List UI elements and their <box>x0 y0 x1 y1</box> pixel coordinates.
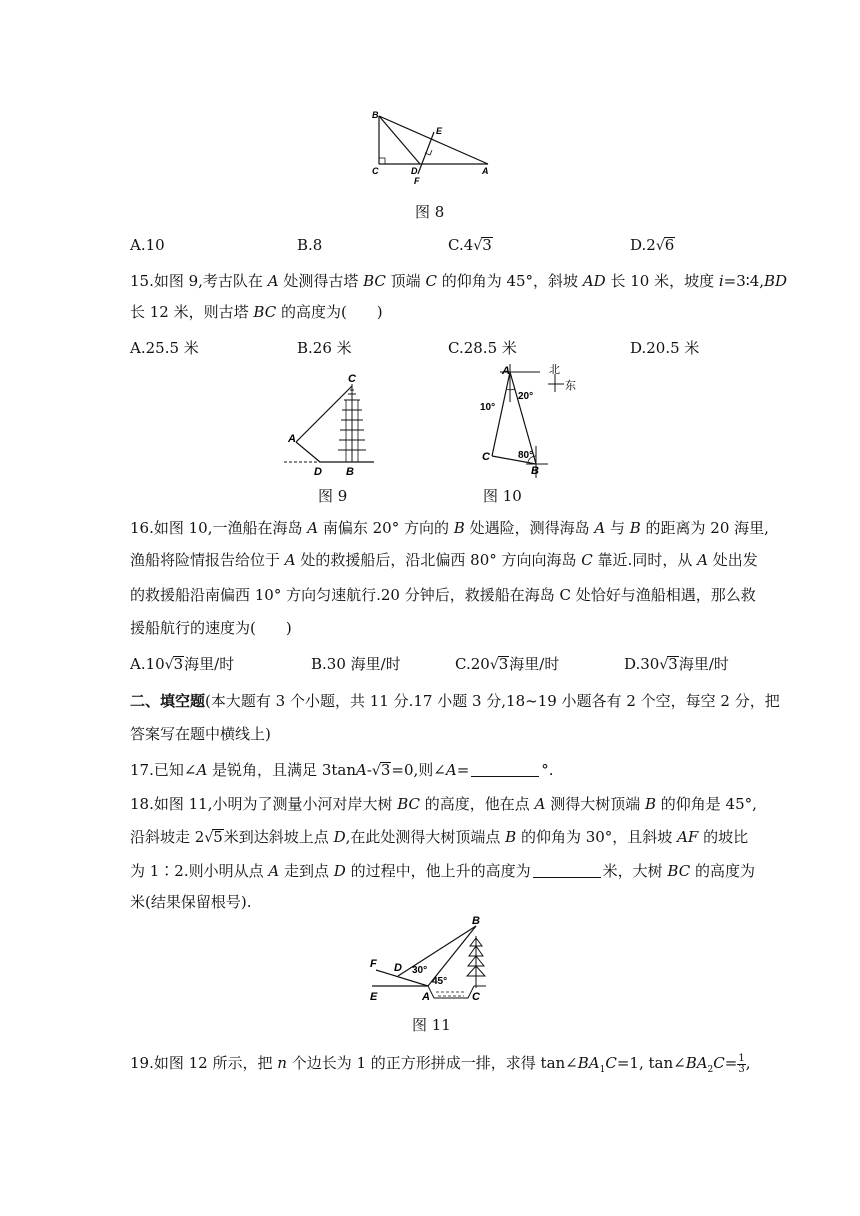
fig10-label-a: A <box>502 365 510 377</box>
fig11-label-f: F <box>370 958 377 970</box>
q15-option-b[interactable]: B.26 米 <box>297 339 352 357</box>
q19-fraction: $\frac{1}{3}$ <box>738 1052 745 1075</box>
q15-option-c[interactable]: C.28.5 米 <box>448 339 517 357</box>
q15-line-1: 15.如图 9,考古队在 A 处测得古塔 BC 顶端 C 的仰角为 45°，斜坡 AD 长 10 米，坡度 i=3∶4,BD <box>130 272 788 290</box>
q14-option-b[interactable]: B.8 <box>297 236 323 254</box>
fig9-label-c: C <box>348 373 356 385</box>
q18-answer-blank-1[interactable] <box>533 863 601 878</box>
q15-line-2: 长 12 米，则古塔 BC 的高度为( ) <box>130 303 383 321</box>
tree-icon <box>467 936 485 988</box>
q18-line-4: 米(结果保留根号). <box>130 893 252 911</box>
section-2-header: 二、填空题(本大题有 3 个小题，共 11 分.17 小题 3 分,18~19 小题各有 2 个空，每空 2 分，把 <box>130 692 780 710</box>
fig9-label-b: B <box>346 466 354 478</box>
fig8-label-e: E <box>436 126 443 136</box>
q15-option-d[interactable]: D.20.5 米 <box>630 339 700 357</box>
fig11-label-a: A <box>422 991 430 1003</box>
section-2-title: 二、填空题 <box>130 692 206 710</box>
figure-8 <box>360 108 500 190</box>
q16-option-b[interactable]: B.30 海里/时 <box>311 655 401 673</box>
fig10-label-20: 20° <box>518 391 534 402</box>
fig11-label-45: 45° <box>432 976 448 987</box>
q16-line-2: 渔船将险情报告给位于 A 处的救援船后，沿北偏西 80° 方向向海岛 C 靠近.同时，从 A 处出发 <box>130 551 758 569</box>
figure-9-caption: 图 9 <box>318 487 348 505</box>
q18-line-2: 沿斜坡走 2√5米到达斜坡上点 D,在此处测得大树顶端点 B 的仰角为 30°，且斜坡 AF 的坡比 <box>130 828 749 846</box>
fig9-label-d: D <box>314 466 322 478</box>
fig10-label-b: B <box>531 465 539 477</box>
figure-10 <box>470 362 590 480</box>
q16-line-1: 16.如图 10,一渔船在海岛 A 南偏东 20° 方向的 B 处遇险，测得海岛 A 与 B 的距离为 20 海里, <box>130 519 769 537</box>
fig11-label-d: D <box>394 962 402 974</box>
q19-line: 19.如图 12 所示，把 n 个边长为 1 的正方形拼成一排，求得 $\tan\angle BA_1C=1$, $\tan\angle BA_2C=$ $\frac{1}{3}$ , <box>130 1052 751 1075</box>
figure-9 <box>280 370 380 480</box>
q15-option-a[interactable]: A.25.5 米 <box>130 339 199 357</box>
fig10-label-80: 80° <box>518 450 534 461</box>
fig10-label-c: C <box>482 451 490 463</box>
fig11-label-b: B <box>472 915 480 927</box>
q16-line-4: 援船航行的速度为( ) <box>130 619 292 637</box>
q14-option-a[interactable]: A.10 <box>130 236 165 254</box>
fig8-label-b: B <box>372 110 379 120</box>
fig8-label-a: A <box>482 166 489 176</box>
q16-option-a[interactable]: A.10√3海里/时 <box>130 655 235 673</box>
fig11-label-30: 30° <box>412 965 428 976</box>
q14-option-c[interactable]: C.4√3 <box>448 236 492 254</box>
q18-line-3: 为 1∶2.则小明从点 A 走到点 D 的过程中，他上升的高度为 米，大树 BC 的高度为 <box>130 862 755 880</box>
fig8-label-f: F <box>414 176 420 186</box>
q17-line: 17.已知∠A 是锐角，且满足 3tanA-√3=0,则∠A= °. <box>130 761 554 779</box>
fig10-label-10: 10° <box>480 402 496 413</box>
fig10-label-north: 北 <box>549 364 560 376</box>
figure-10-caption: 图 10 <box>483 487 522 505</box>
fig10-label-east: 东 <box>565 380 576 392</box>
fig9-label-a: A <box>288 433 296 445</box>
figure-8-caption: 图 8 <box>415 203 445 221</box>
section-2-desc-2: 答案写在题中横线上) <box>130 725 271 743</box>
q17-answer-blank[interactable] <box>471 762 539 777</box>
q14-option-d[interactable]: D.2√6 <box>630 236 675 254</box>
fig11-label-c: C <box>472 991 480 1003</box>
fig8-label-c: C <box>372 166 379 176</box>
figure-11 <box>368 912 498 1004</box>
fig8-label-d: D <box>411 166 418 176</box>
q16-option-d[interactable]: D.30√3海里/时 <box>624 655 729 673</box>
q18-line-1: 18.如图 11,小明为了测量小河对岸大树 BC 的高度，他在点 A 测得大树顶端 B 的仰角是 45°, <box>130 795 757 813</box>
figure-11-caption: 图 11 <box>412 1016 451 1034</box>
fig11-label-e: E <box>370 991 378 1003</box>
q16-line-3: 的救援船沿南偏西 10° 方向匀速航行.20 分钟后，救援船在海岛 C 处恰好与渔船相遇，那么救 <box>130 586 756 604</box>
q16-option-c[interactable]: C.20√3海里/时 <box>455 655 560 673</box>
compass-icon <box>548 374 564 392</box>
